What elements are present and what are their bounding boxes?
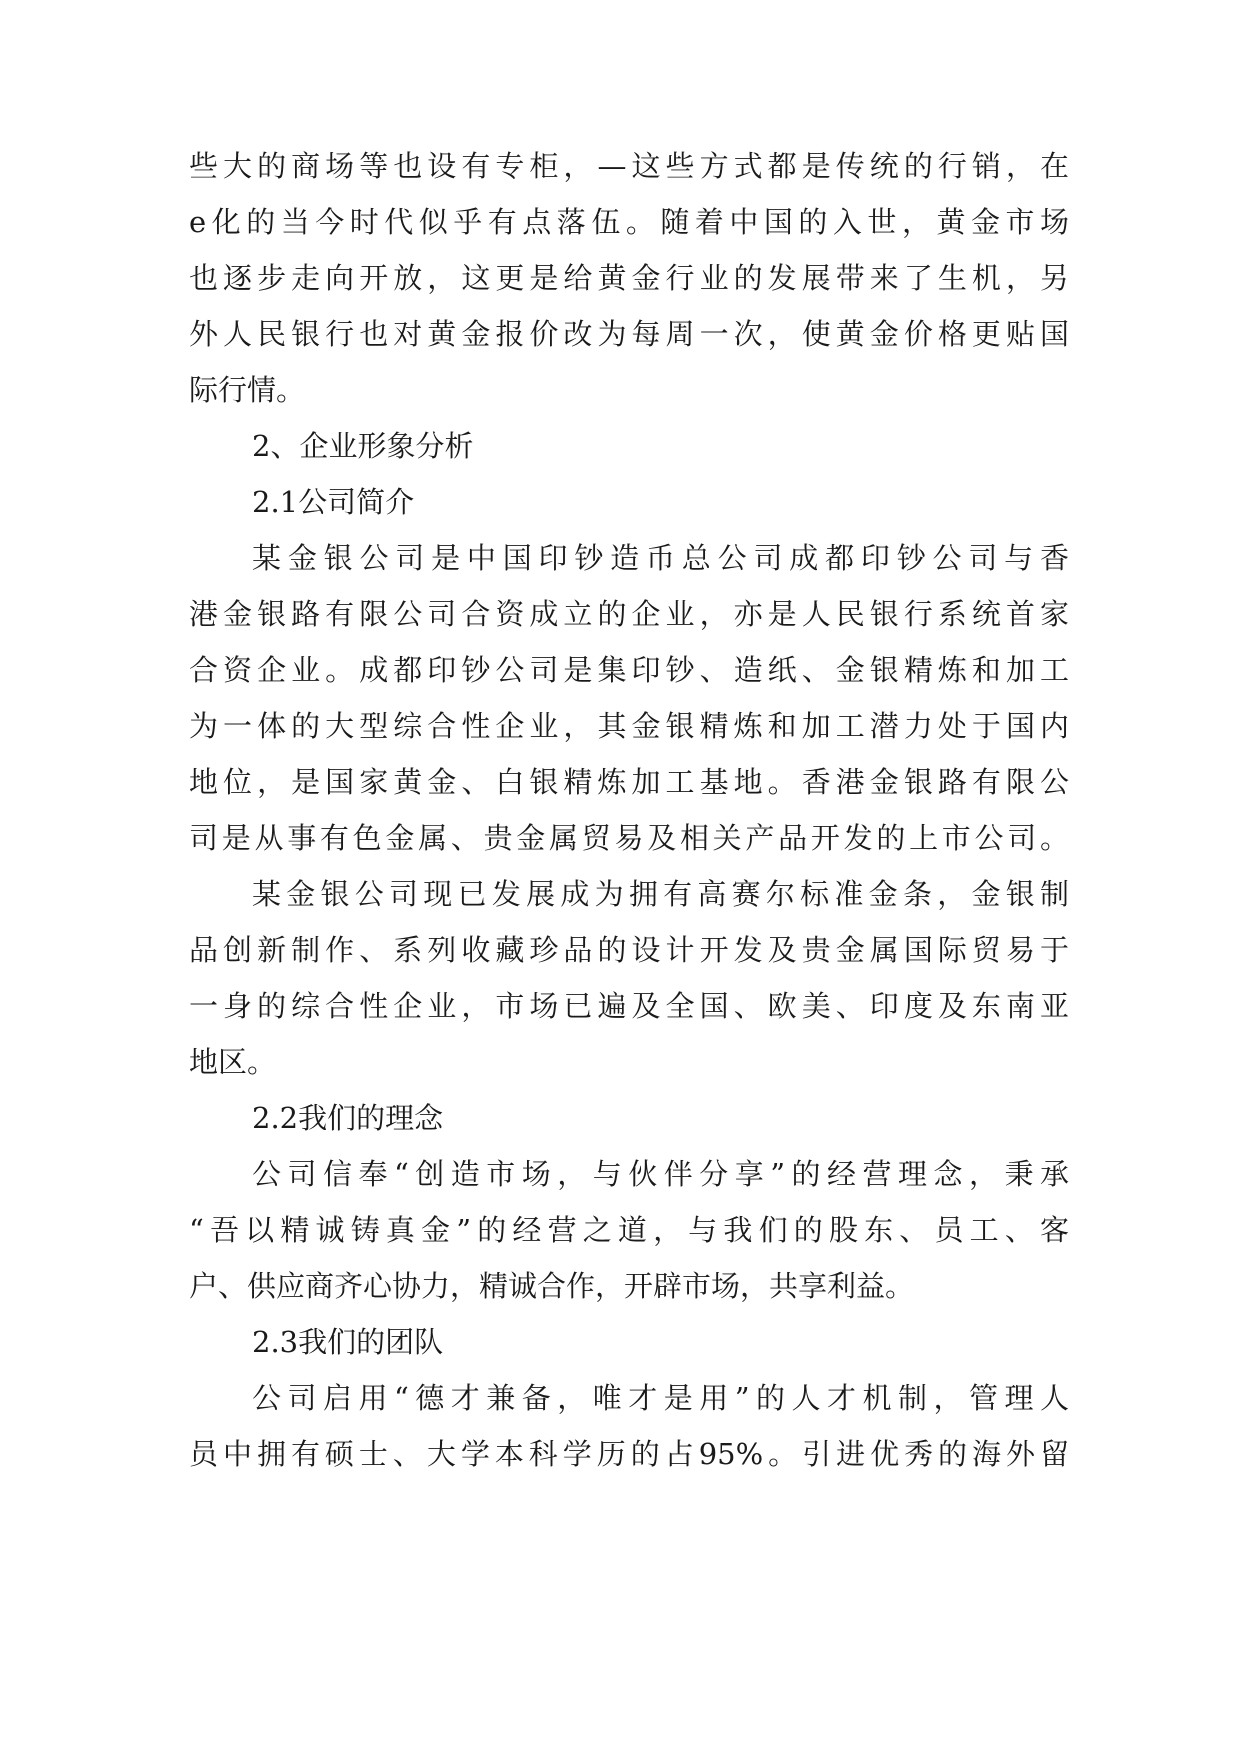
paragraph-line: 际行情。	[189, 373, 306, 407]
paragraph-line: 为一体的大型综合性企业，其金银精炼和加工潜力处于国内	[189, 709, 1069, 743]
paragraph-line: e化的当今时代似乎有点落伍。随着中国的入世，黄金市场	[189, 205, 1069, 239]
subsection-heading: 2.2我们的理念	[252, 1101, 444, 1135]
paragraph-line: 些大的商场等也设有专柜，—这些方式都是传统的行销，在	[189, 149, 1069, 183]
paragraph-line: 也逐步走向开放，这更是给黄金行业的发展带来了生机，另	[189, 261, 1069, 295]
subsection-heading: 2.3我们的团队	[252, 1325, 444, 1359]
paragraph-line: “吾以精诚铸真金”的经营之道，与我们的股东、员工、客	[189, 1213, 1069, 1247]
paragraph-line: 司是从事有色金属、贵金属贸易及相关产品开发的上市公司。	[189, 821, 1069, 855]
paragraph-line: 品创新制作、系列收藏珍品的设计开发及贵金属国际贸易于	[189, 933, 1069, 967]
subsection-heading: 2.1公司简介	[252, 485, 415, 519]
paragraph-line: 港金银路有限公司合资成立的企业，亦是人民银行系统首家	[189, 597, 1069, 631]
paragraph-line: 某金银公司现已发展成为拥有高赛尔标准金条，金银制	[252, 877, 1069, 911]
paragraph-line: 合资企业。成都印钞公司是集印钞、造纸、金银精炼和加工	[189, 653, 1069, 687]
paragraph-line: 员中拥有硕士、大学本科学历的占95%。引进优秀的海外留	[189, 1437, 1069, 1471]
paragraph-line: 户、供应商齐心协力，精诚合作，开辟市场，共享利益。	[189, 1269, 915, 1303]
section-heading: 2、企业形象分析	[252, 429, 474, 463]
paragraph-line: 外人民银行也对黄金报价改为每周一次，使黄金价格更贴国	[189, 317, 1069, 351]
paragraph-line: 公司启用“德才兼备，唯才是用”的人才机制，管理人	[252, 1381, 1069, 1415]
paragraph-line: 一身的综合性企业，市场已遍及全国、欧美、印度及东南亚	[189, 989, 1069, 1023]
paragraph-line: 公司信奉“创造市场，与伙伴分享”的经营理念，秉承	[252, 1157, 1069, 1191]
paragraph-line: 地区。	[189, 1045, 277, 1079]
paragraph-line: 地位，是国家黄金、白银精炼加工基地。香港金银路有限公	[189, 765, 1069, 799]
paragraph-line: 某金银公司是中国印钞造币总公司成都印钞公司与香	[252, 541, 1069, 575]
